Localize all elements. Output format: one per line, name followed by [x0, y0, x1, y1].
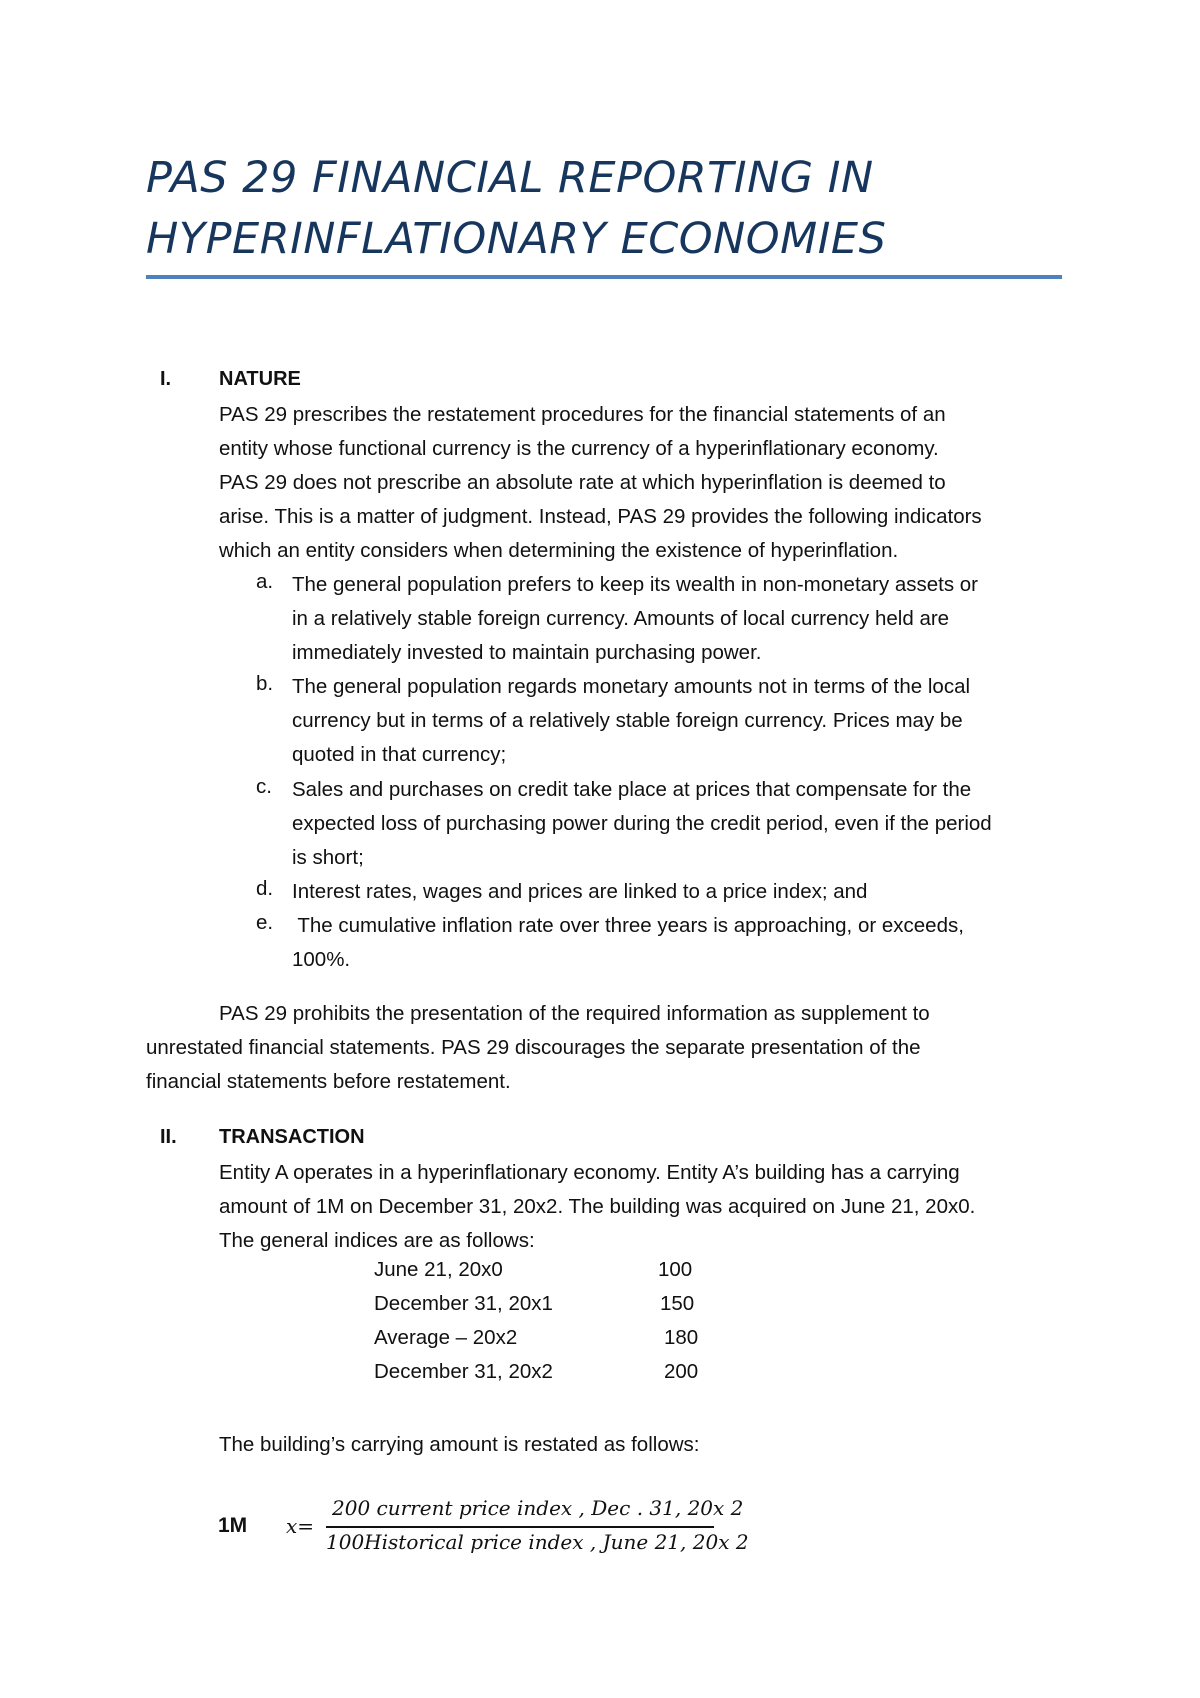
section-2-title: TRANSACTION [219, 1126, 365, 1148]
text-line: currency but in terms of a relatively stable foreign currency. Prices may be [292, 709, 963, 732]
text-line: immediately invested to maintain purchasing power. [292, 641, 762, 664]
text-line: which an entity considers when determining the existence of hyperinflation. [219, 539, 899, 562]
title-line-2: HYPERINFLATIONARY ECONOMIES [146, 214, 887, 264]
section-1-title: NATURE [219, 368, 301, 390]
index-date: December 31, 20x1 [374, 1292, 553, 1315]
restatement-caption: The building’s carrying amount is restated as follows: [219, 1433, 700, 1456]
list-item-d [292, 875, 1082, 909]
index-value: 150 [660, 1292, 695, 1315]
text-line: Interest rates, wages and prices are linked to a price index; and [292, 880, 868, 903]
formula-lhs: x= [286, 1514, 315, 1538]
index-value: 200 [664, 1360, 699, 1383]
section-1-intro [219, 398, 1069, 568]
text-line: The cumulative inflation rate over three years is approaching, or exceeds, [292, 914, 964, 937]
text-line: financial statements before restatement. [146, 1070, 511, 1093]
text-line: arise. This is a matter of judgment. Instead, PAS 29 provides the following indicators [219, 505, 982, 528]
list-item-marker-c: c. [256, 775, 272, 798]
list-item-marker-a: a. [256, 570, 274, 593]
fraction-bar [326, 1526, 714, 1528]
list-item-b [292, 670, 1082, 772]
list-item-a [292, 568, 1082, 670]
title-line-1: PAS 29 FINANCIAL REPORTING IN [146, 153, 874, 203]
section-2-number: II. [160, 1126, 177, 1148]
text-line: amount of 1M on December 31, 20x2. The building was acquired on June 21, 20x0. [219, 1195, 976, 1218]
text-line: in a relatively stable foreign currency. Amounts of local currency held are [292, 607, 950, 630]
document-title [146, 148, 1066, 270]
list-item-marker-b: b. [256, 672, 274, 695]
list-item-e [292, 909, 1082, 977]
text-line: expected loss of purchasing power during the credit period, even if the period [292, 812, 992, 835]
list-item-marker-d: d. [256, 877, 274, 900]
list-item-marker-e: e. [256, 911, 274, 934]
text-line: The general indices are as follows: [219, 1229, 535, 1252]
text-line: PAS 29 does not prescribe an absolute rate at which hyperinflation is deemed to [219, 471, 946, 494]
section-1-closing [146, 997, 996, 1099]
text-line: unrestated financial statements. PAS 29 discourages the separate presentation of the [146, 1036, 921, 1059]
index-date: Average – 20x2 [374, 1326, 518, 1349]
index-value: 100 [658, 1258, 693, 1281]
text-line: entity whose functional currency is the currency of a hyperinflationary economy. [219, 437, 939, 460]
text-line: quoted in that currency; [292, 743, 507, 766]
text-line: Sales and purchases on credit take place at prices that compensate for the [292, 778, 972, 801]
text-line: PAS 29 prescribes the restatement procedures for the financial statements of an [219, 403, 946, 426]
text-line: The general population prefers to keep its wealth in non-monetary assets or [292, 573, 978, 596]
section-2-intro [219, 1156, 1069, 1258]
formula-numerator: 200 current price index , Dec . 31, 20x 2 [332, 1496, 744, 1520]
list-item-c [292, 773, 1082, 875]
index-date: June 21, 20x0 [374, 1258, 503, 1281]
formula-amount: 1M [218, 1514, 248, 1537]
title-underline [146, 275, 1062, 279]
text-line: PAS 29 prohibits the presentation of the required information as supplement to [219, 1002, 930, 1025]
formula-denominator: 100Historical price index , June 21, 20x 2 [326, 1530, 749, 1554]
index-date: December 31, 20x2 [374, 1360, 553, 1383]
text-line: The general population regards monetary amounts not in terms of the local [292, 675, 971, 698]
text-line: Entity A operates in a hyperinflationary economy. Entity A’s building has a carrying [219, 1161, 960, 1184]
text-line: 100%. [292, 948, 351, 971]
section-1-number: I. [160, 368, 172, 390]
text-line: is short; [292, 846, 364, 869]
index-value: 180 [664, 1326, 699, 1349]
